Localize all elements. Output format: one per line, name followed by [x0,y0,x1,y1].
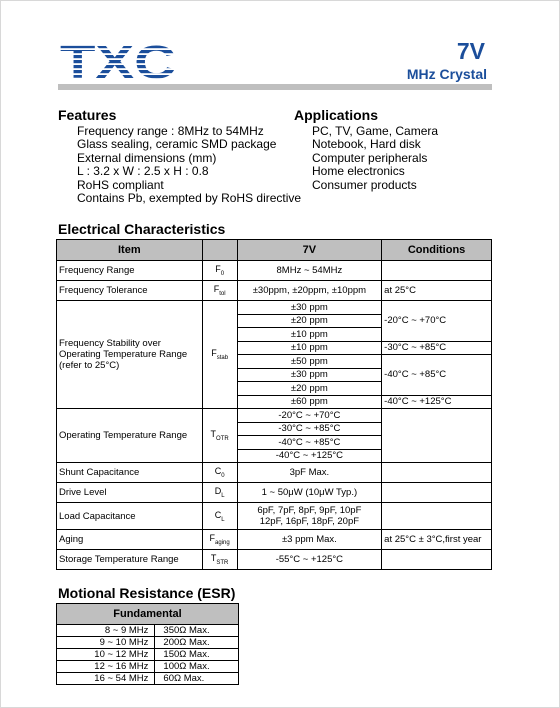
condition [382,550,492,570]
column-header-model: 7V [237,240,382,261]
condition [382,503,492,530]
list-item: External dimensions (mm) [77,150,217,165]
value: -40°C ~ +85°C [237,436,382,450]
condition: -20°C ~ +70°C [382,301,492,342]
table-row [57,301,492,315]
item-label: Storage Temperature Range [57,550,203,570]
value: ±20 ppm [237,382,382,396]
frequency-range: 16 ~ 54 MHz [57,673,155,685]
symbol: $F_{tol}$ [202,281,237,301]
condition [382,261,492,281]
value: -30°C ~ +85°C [237,422,382,436]
table-row [57,503,492,530]
column-header-symbol [202,240,237,261]
table-row [57,649,239,661]
condition: at 25°C ± 3°C,first year [382,530,492,550]
resistance-value: 350Ω Max. [155,625,239,637]
table-row [57,483,492,503]
esr-title: Motional Resistance (ESR) [58,585,236,601]
item-label: Frequency Stability over Operating Temperature Range (refer to 25°C) [57,301,203,409]
electrical-table [56,239,492,570]
symbol: $F_0$ [202,261,237,281]
table-row [57,409,492,423]
list-item: Glass sealing, ceramic SMD package [77,137,277,152]
value: 1 ~ 50μW (10μW Typ.) [237,483,382,503]
symbol: $C_L$ [202,503,237,530]
value: ±30 ppm [237,301,382,315]
column-header-item: Item [57,240,203,261]
list-item: RoHS compliant [77,177,164,192]
value: ±3 ppm Max. [237,530,382,550]
value: ±60 ppm [237,395,382,409]
item-label: Frequency Tolerance [57,281,203,301]
value: -40°C ~ +125°C [237,449,382,463]
value: ±10 ppm [237,328,382,342]
item-label: Operating Temperature Range [57,409,203,463]
frequency-range: 12 ~ 16 MHz [57,661,155,673]
product-subtitle: MHz Crystal [406,66,487,82]
symbol: $D_L$ [202,483,237,503]
item-label: Drive Level [57,483,203,503]
applications-list [312,125,438,192]
list-item: Home electronics [312,164,405,179]
txc-logo [60,40,176,82]
condition: -30°C ~ +85°C [382,341,492,355]
list-item: Contains Pb, exempted by RoHS directive [77,191,302,206]
symbol: $C_0$ [202,463,237,483]
condition: -40°C ~ +125°C [382,395,492,409]
table-row [57,463,492,483]
resistance-value: 60Ω Max. [155,673,239,685]
frequency-range: 8 ~ 9 MHz [57,625,155,637]
table-row [57,661,239,673]
frequency-range: 10 ~ 12 MHz [57,649,155,661]
svg-text:TXC: TXC [60,40,176,82]
item-label: Shunt Capacitance [57,463,203,483]
applications-title: Applications [294,107,379,123]
esr-table [56,603,239,685]
value: ±20 ppm [237,314,382,328]
header-divider [58,84,492,90]
list-item: Frequency range : 8MHz to 54MHz [77,124,264,138]
symbol: $T_{OTR}$ [202,409,237,463]
features-list [77,125,301,205]
list-item: Computer peripherals [312,150,428,165]
value: -55°C ~ +125°C [237,550,382,570]
table-row [57,530,492,550]
table-row [57,281,492,301]
condition [382,483,492,503]
table-row [57,625,239,637]
frequency-range: 9 ~ 10 MHz [57,637,155,649]
value: ±30ppm, ±20ppm, ±10ppm [237,281,382,301]
value: ±10 ppm [237,341,382,355]
list-item: Consumer products [312,177,417,192]
value: 3pF Max. [237,463,382,483]
table-row [57,550,492,570]
symbol: $F_{aging}$ [202,530,237,550]
list-item: PC, TV, Game, Camera [312,124,439,138]
item-label: Load Capacitance [57,503,203,530]
resistance-value: 100Ω Max. [155,661,239,673]
symbol: $F_{stab}$ [202,301,237,409]
condition: -40°C ~ +85°C [382,355,492,396]
item-label: Aging [57,530,203,550]
value: ±30 ppm [237,368,382,382]
value: 6pF, 7pF, 8pF, 9pF, 10pF 12pF, 16pF, 18pF, 20pF [237,503,382,530]
item-label: Frequency Range [57,261,203,281]
column-header-fundamental: Fundamental [57,604,239,625]
symbol: $T_{STR}$ [202,550,237,570]
condition [382,463,492,483]
value: ±50 ppm [237,355,382,369]
list-item: L : 3.2 x W : 2.5 x H : 0.8 [77,164,209,179]
table-row [57,637,239,649]
list-item: Notebook, Hard disk [312,137,421,152]
model-number: 7V [456,38,485,64]
column-header-conditions: Conditions [382,240,492,261]
resistance-value: 200Ω Max. [155,637,239,649]
condition: at 25°C [382,281,492,301]
table-row [57,673,239,685]
condition [382,409,492,463]
features-title: Features [58,107,117,123]
electrical-title: Electrical Characteristics [58,221,226,237]
value: -20°C ~ +70°C [237,409,382,423]
value: 8MHz ~ 54MHz [237,261,382,281]
table-row [57,261,492,281]
resistance-value: 150Ω Max. [155,649,239,661]
